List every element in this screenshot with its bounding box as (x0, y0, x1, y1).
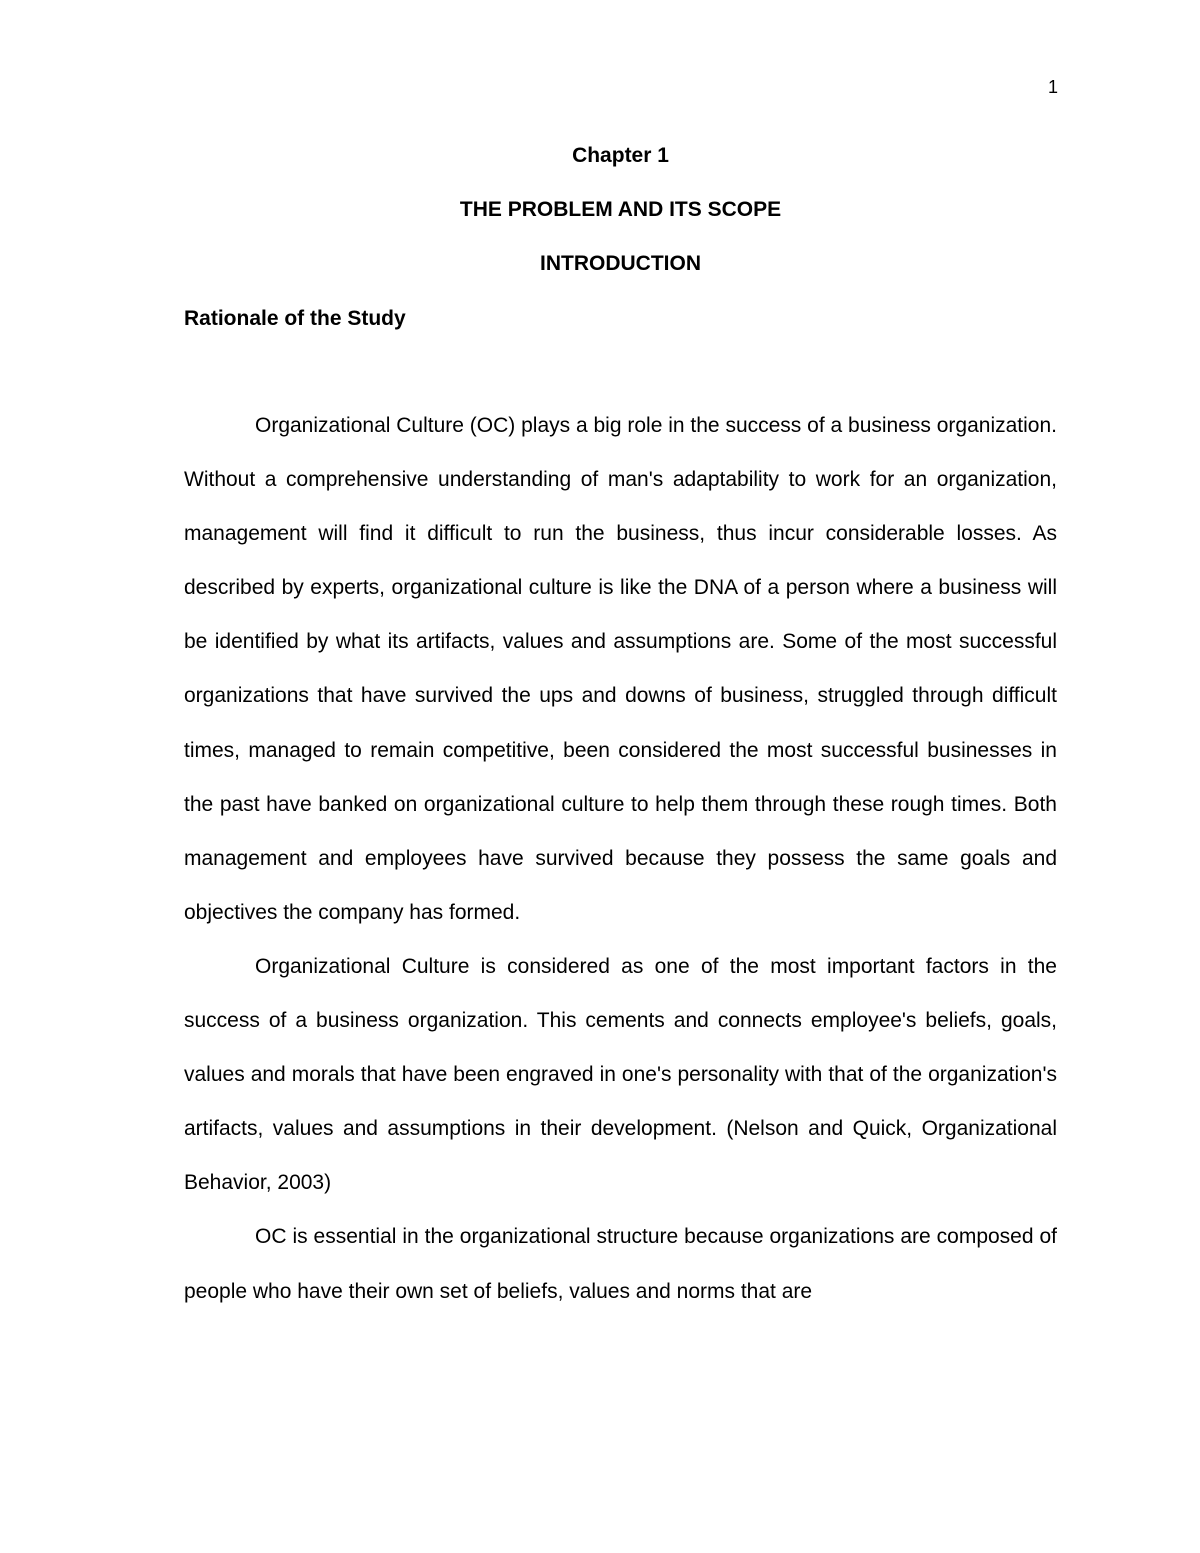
paragraph: Organizational Culture (OC) plays a big role in the success of a business organization. Without a comprehensive understanding of man's adaptability to work for an organization, management will find it difficult to run the business, thus incur considerable losses. As described by experts, organizational culture is like the DNA of a person where a business will be identified by what its artifacts, values and assumptions are. Some of the most successful organizations that have survived the ups and downs of business, struggled through difficult times, managed to remain competitive, been considered the most successful businesses in the past have banked on organizational culture to help them through these rough times. Both management and employees have survived because they possess the same goals and objectives the company has formed. (184, 414, 1057, 924)
chapter-title: THE PROBLEM AND ITS SCOPE (459, 198, 782, 221)
body-text (184, 399, 1057, 1319)
page-number: 1 (1047, 77, 1058, 97)
section-title: Rationale of the Study (184, 307, 406, 330)
paragraph: Organizational Culture is considered as one of the most important factors in the success of a business organization. This cements and connects employee's beliefs, goals, values and morals that have been engraved in one's personality with that of the organization's artifacts, values and assumptions in their development. (Nelson and Quick, Organizational Behavior, 2003) (184, 954, 1057, 1195)
introduction-heading: INTRODUCTION (540, 252, 701, 275)
chapter-heading: Chapter 1 (572, 144, 669, 167)
paragraph: OC is essential in the organizational structure because organizations are composed of people who have their own set of beliefs, values and norms that are (184, 1225, 1057, 1303)
